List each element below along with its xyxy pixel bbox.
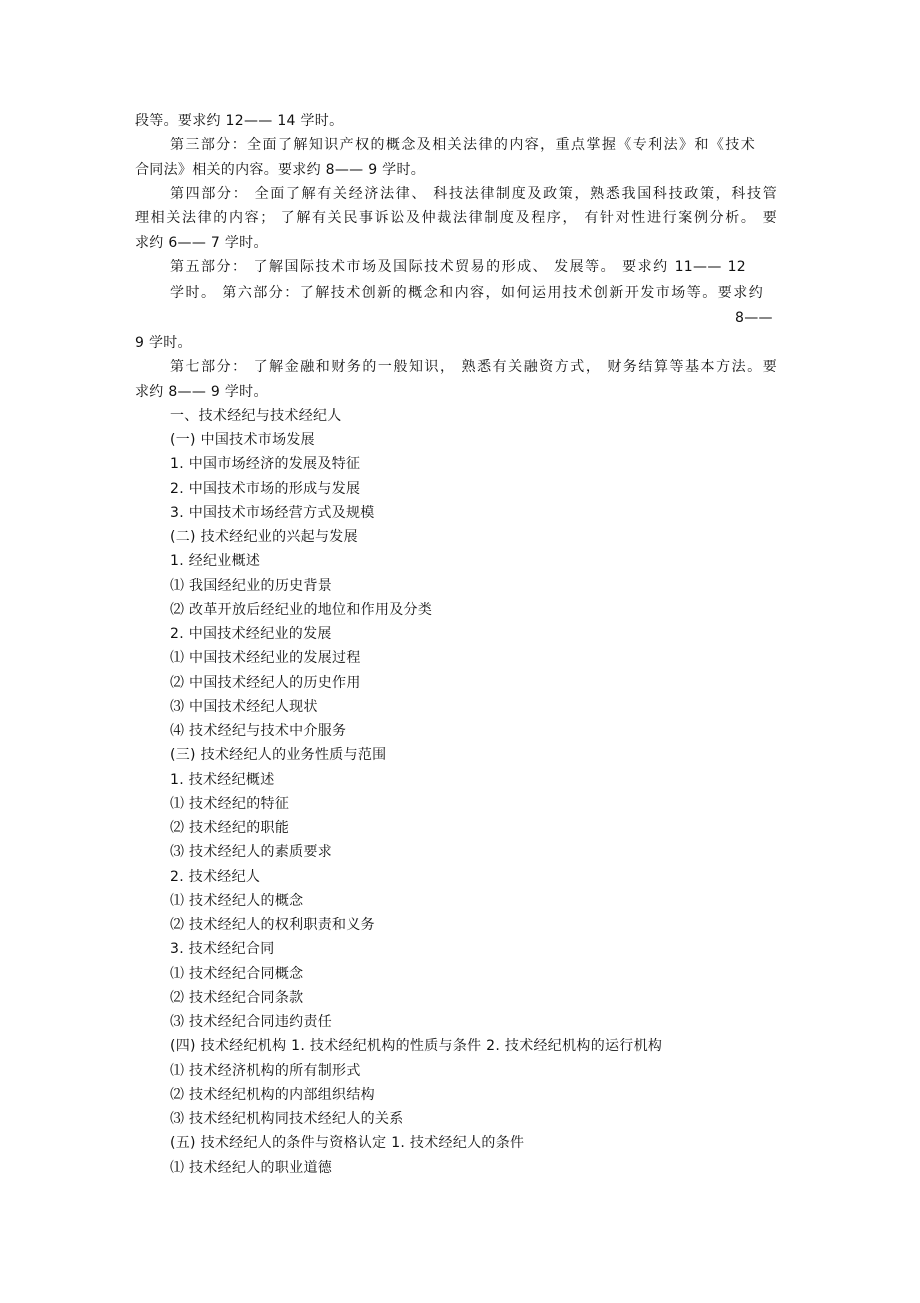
outline-subitem: ⑴ 中国技术经纪业的发展过程 [170,650,361,666]
outline-subitem: ⑶ 中国技术经纪人现状 [170,699,318,715]
outline-subitem: ⑵ 改革开放后经纪业的地位和作用及分类 [170,602,433,618]
outline-item: 2. 中国技术经纪业的发展 [170,626,332,642]
paragraph-line: 合同法》相关的内容。要求约 8—— 9 学时。 [135,162,426,178]
paragraph-line: 第七部分： 了解金融和财务的一般知识， 熟悉有关融资方式， 财务结算等基本方法。要 [170,359,777,375]
outline-heading: 一、技术经纪与技术经纪人 [170,408,342,424]
outline-item: 2. 中国技术市场的形成与发展 [170,481,361,497]
outline-subitem: ⑴ 技术经纪人的职业道德 [170,1160,333,1176]
outline-section: (三) 技术经纪人的业务性质与范围 [170,747,387,763]
outline-section: (二) 技术经纪业的兴起与发展 [170,529,358,545]
outline-subitem: ⑴ 技术经纪人的概念 [170,893,304,909]
outline-subitem: ⑵ 技术经纪机构的内部组织结构 [170,1087,375,1103]
paragraph-line: 理相关法律的内容； 了解有关民事诉讼及仲裁法律制度及程序， 有针对性进行案例分析。 要 [135,210,777,226]
outline-item: 2. 技术经纪人 [170,869,261,885]
outline-subitem: ⑵ 技术经纪的职能 [170,820,290,836]
outline-subitem: ⑴ 我国经纪业的历史背景 [170,578,333,594]
outline-item: 1. 中国市场经济的发展及特征 [170,456,361,472]
outline-item: 1. 技术经纪概述 [170,772,275,788]
outline-subitem: ⑵ 技术经纪人的权利职责和义务 [170,917,375,933]
outline-subitem: ⑷ 技术经纪与技术中介服务 [170,723,347,739]
outline-subitem: ⑴ 技术经纪合同概念 [170,966,304,982]
outline-subitem: ⑶ 技术经纪机构同技术经纪人的关系 [170,1111,404,1127]
paragraph-line: 9 学时。 [135,335,192,351]
paragraph-line: 第四部分： 全面了解有关经济法律、 科技法律制度及政策，熟悉我国科技政策，科技管 [170,186,777,202]
paragraph-line: 第三部分：全面了解知识产权的概念及相关法律的内容，重点掌握《专利法》和《技术 [170,137,755,153]
outline-subitem: ⑶ 技术经纪合同违约责任 [170,1014,333,1030]
paragraph-line: 学时。 第六部分：了解技术创新的概念和内容，如何运用技术创新开发市场等。要求约 [170,285,763,301]
outline-section: (四) 技术经纪机构 1. 技术经纪机构的性质与条件 2. 技术经纪机构的运行机构 [170,1038,663,1054]
outline-section: (五) 技术经纪人的条件与资格认定 1. 技术经纪人的条件 [170,1135,525,1151]
outline-subitem: ⑵ 中国技术经纪人的历史作用 [170,675,361,691]
paragraph-line: 8—— [735,310,773,326]
paragraph-line: 段等。要求约 12—— 14 学时。 [135,113,344,129]
outline-item: 1. 经纪业概述 [170,553,261,569]
outline-subitem: ⑴ 技术经济机构的所有制形式 [170,1063,361,1079]
paragraph-line: 求约 6—— 7 学时。 [135,235,268,251]
outline-item: 3. 中国技术市场经营方式及规模 [170,505,375,521]
outline-section: (一) 中国技术市场发展 [170,432,315,448]
paragraph-line: 求约 8—— 9 学时。 [135,384,268,400]
outline-subitem: ⑶ 技术经纪人的素质要求 [170,844,333,860]
outline-item: 3. 技术经纪合同 [170,941,275,957]
outline-subitem: ⑵ 技术经纪合同条款 [170,990,304,1006]
outline-subitem: ⑴ 技术经纪的特征 [170,796,290,812]
paragraph-line: 第五部分： 了解国际技术市场及国际技术贸易的形成、 发展等。 要求约 11—— 12 [170,259,746,275]
